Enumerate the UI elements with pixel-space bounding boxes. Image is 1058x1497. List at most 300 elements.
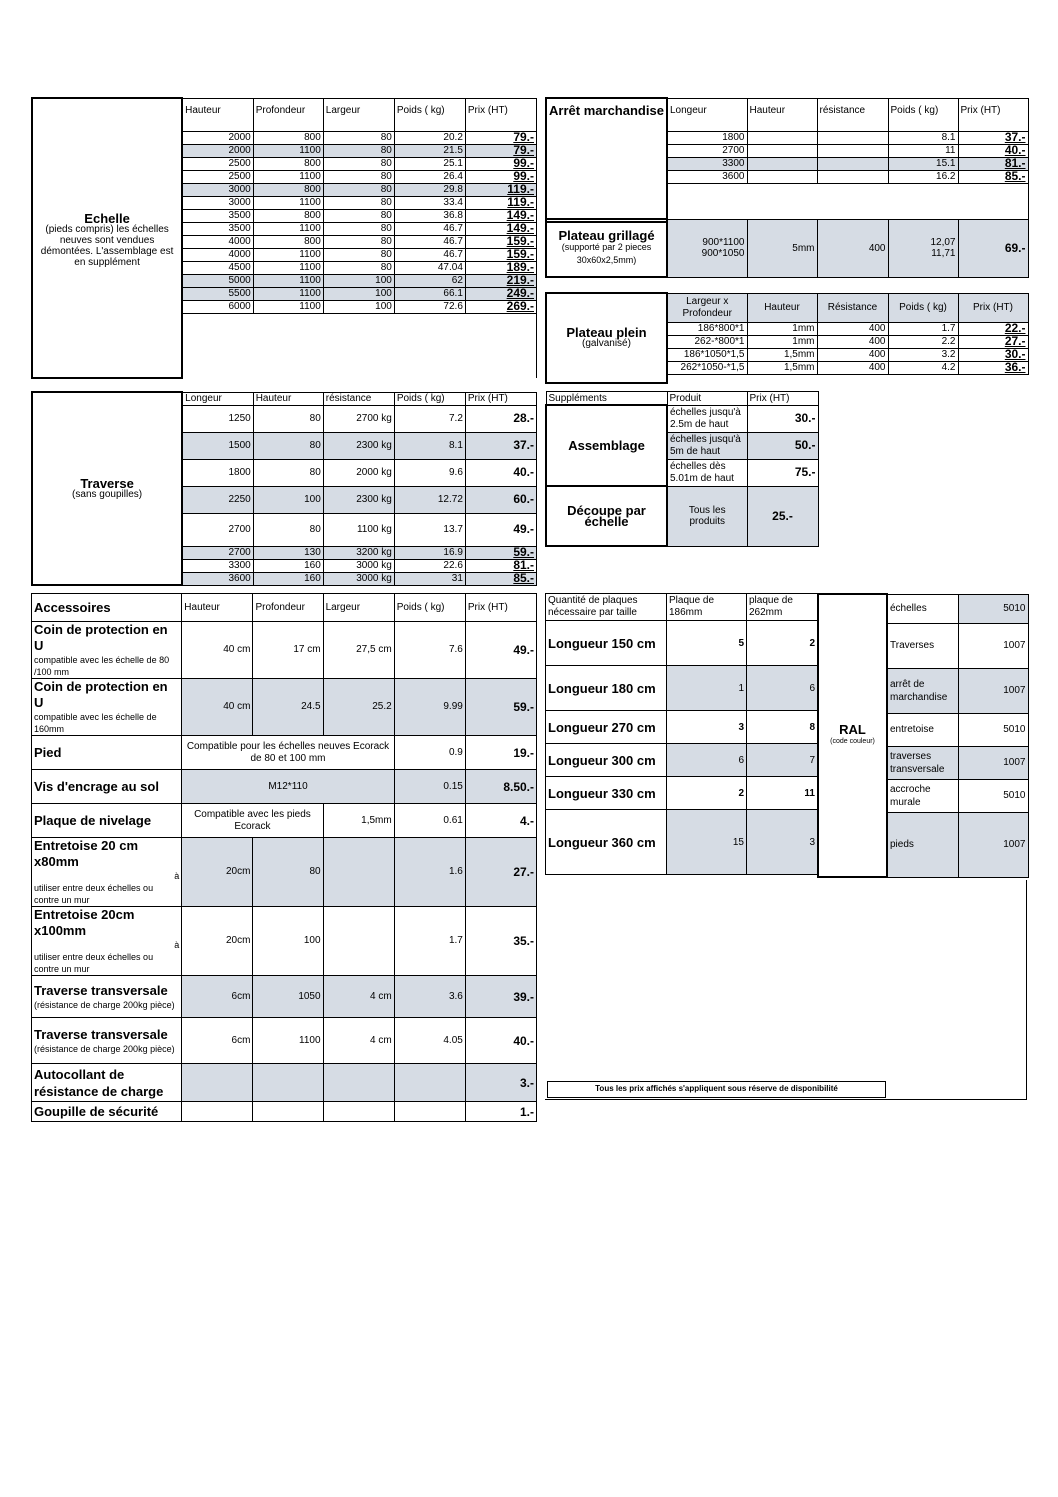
- cell: 1,5mm: [747, 348, 817, 361]
- price-cell: 79.-: [465, 144, 536, 157]
- price-cell: 59.-: [465, 546, 536, 559]
- cell: 3000 kg: [323, 559, 394, 572]
- cell: 17 cm: [253, 622, 323, 679]
- cell: 5010: [958, 779, 1028, 812]
- acc-item: [32, 907, 182, 976]
- price-cell: 37.-: [465, 432, 536, 459]
- cell: échelles dès 5.01m de haut: [667, 459, 747, 486]
- cell: 6000: [182, 300, 253, 313]
- acc-item: [32, 976, 182, 1018]
- cell: échelles jusqu'à 2.5m de haut: [667, 405, 747, 432]
- cell: 1100: [253, 196, 323, 209]
- acc-title: Traverse transversale: [34, 982, 168, 998]
- cell: 3000 kg: [323, 572, 394, 585]
- cell: 1500: [182, 432, 253, 459]
- cell: 1.7: [888, 322, 958, 335]
- acc-title: Entretoise 20 cm x80mm: [34, 838, 139, 869]
- cell: 1100: [253, 287, 323, 300]
- acc-item: [32, 679, 182, 736]
- cell: 25.2: [323, 679, 394, 736]
- decoupe-title: Découpe par échelle: [567, 503, 646, 529]
- ral-label: [818, 594, 887, 877]
- price-cell: 49.-: [465, 513, 536, 546]
- cell: 1007: [958, 746, 1028, 779]
- cell: 72.6: [394, 300, 465, 313]
- cell: 0.61: [394, 804, 465, 838]
- table-row: [546, 744, 818, 777]
- cell: 3000: [182, 196, 253, 209]
- table-row: [32, 736, 537, 770]
- cell: 80: [323, 131, 394, 144]
- cell: 4 cm: [323, 976, 394, 1018]
- supplements-header-prix: Prix (HT): [747, 392, 818, 406]
- cell: 800: [253, 131, 323, 144]
- acc-title: Entretoise 20cm x100mm: [34, 907, 135, 938]
- plateau-plein-header-poids: Poids ( kg): [888, 293, 958, 322]
- cell: 80: [323, 144, 394, 157]
- acc-title: Pied: [32, 736, 182, 770]
- price-cell: 49.-: [465, 622, 536, 679]
- arret-title: Arrêt marchandise: [549, 103, 664, 118]
- cell: 80: [253, 513, 323, 546]
- ral-title: RAL: [839, 722, 866, 737]
- cell: 80: [253, 405, 323, 432]
- cell: 1250: [182, 405, 253, 432]
- cell: 3.2: [888, 348, 958, 361]
- cell: 80: [323, 222, 394, 235]
- arret-header-hauteur: Hauteur: [747, 98, 817, 131]
- acc-sub: compatible avec les échelle de 160mm: [34, 712, 157, 734]
- cell: [747, 157, 817, 170]
- cell: 4000: [182, 235, 253, 248]
- acc-sub: utiliser entre deux échelles ou contre un mur: [34, 952, 154, 974]
- table-row: [546, 405, 818, 432]
- cell: 20cm: [182, 907, 253, 976]
- cell: 80: [323, 183, 394, 196]
- cell: 22.6: [394, 559, 465, 572]
- cell: 5010: [958, 594, 1028, 623]
- acc-title: Coin de protection en U: [34, 622, 168, 653]
- cell: 3500: [182, 209, 253, 222]
- cell: 2000 kg: [323, 459, 394, 486]
- cell: 1mm: [747, 335, 817, 348]
- cell: [817, 157, 888, 170]
- header-row: [32, 392, 537, 405]
- price-cell: 1.-: [465, 1102, 536, 1122]
- cell: 1100: [253, 274, 323, 287]
- price-cell: 36.-: [958, 361, 1028, 374]
- traverse-header-hauteur: Hauteur: [253, 392, 323, 405]
- arret-header-poids: Poids ( kg): [888, 98, 958, 131]
- cell: 1100: [253, 222, 323, 235]
- table-row: [546, 711, 818, 744]
- cell: [394, 1102, 465, 1122]
- plateau-plein-header-resistance: Résistance: [817, 293, 888, 322]
- cell: 100: [323, 287, 394, 300]
- cell: 80: [323, 248, 394, 261]
- cell: 80: [323, 261, 394, 274]
- table-row: [32, 770, 537, 804]
- price-cell: 4.-: [465, 804, 536, 838]
- empty-cell: [667, 183, 1028, 222]
- cell: 100: [323, 274, 394, 287]
- supplements-header-produit: Produit: [667, 392, 747, 406]
- cell: 400: [817, 322, 888, 335]
- cell: 800: [253, 183, 323, 196]
- acc-title: Traverse transversale: [34, 1026, 168, 1042]
- cell: 47.04: [394, 261, 465, 274]
- echelle-header-profondeur: Profondeur: [253, 98, 323, 131]
- cell: 9.6: [394, 459, 465, 486]
- cell: Longueur 270 cm: [546, 711, 667, 744]
- cell: échelles: [887, 594, 958, 623]
- plateau-plein-desc: (galvanisé): [582, 337, 631, 349]
- acc-sub: (résistance de charge 200kg pièce): [34, 1043, 175, 1054]
- cell: 100: [253, 907, 323, 976]
- price-cell: 149.-: [465, 209, 536, 222]
- price-cell: 30.-: [958, 348, 1028, 361]
- cell: 2000: [182, 144, 253, 157]
- cell: 1100: [253, 1018, 323, 1064]
- cell: pieds: [887, 812, 958, 877]
- plateau-plein-header-hauteur: Hauteur: [747, 293, 817, 322]
- cell: traverses transversale: [887, 746, 958, 779]
- cell: 0.9: [394, 736, 465, 770]
- cell: 16.2: [888, 170, 958, 183]
- echelle-header-largeur: Largeur: [323, 98, 394, 131]
- acc-title: Vis d'encrage au sol: [32, 770, 182, 804]
- cell: 2700 kg: [323, 405, 394, 432]
- table-row: [32, 907, 537, 976]
- plateau-grillage-hauteur: 5mm: [747, 219, 817, 277]
- cell: 1100: [253, 144, 323, 157]
- table-row: [32, 1102, 537, 1122]
- cell: 1mm: [747, 322, 817, 335]
- cell: 2: [667, 777, 747, 810]
- cell: 20cm: [182, 838, 253, 907]
- cell: 11: [747, 777, 818, 810]
- cell: 31: [394, 572, 465, 585]
- cell: Longueur 180 cm: [546, 666, 667, 711]
- cell: 186*1050*1,5: [667, 348, 747, 361]
- cell: 6: [667, 744, 747, 777]
- traverse-header-poids: Poids ( kg): [394, 392, 465, 405]
- acc-item: [32, 622, 182, 679]
- acc-sub: utiliser entre deux échelles ou contre un mur: [34, 883, 154, 905]
- accessoires-table: [31, 593, 537, 1122]
- table-row: [32, 1064, 537, 1102]
- cell: 1100 kg: [323, 513, 394, 546]
- price-cell: 159.-: [465, 235, 536, 248]
- cell: [394, 1064, 465, 1102]
- price-cell: 159.-: [465, 248, 536, 261]
- cell: [817, 170, 888, 183]
- cell: [182, 1064, 253, 1102]
- cell: [323, 907, 394, 976]
- price-cell: 19.-: [465, 736, 536, 770]
- cell: 1007: [958, 623, 1028, 668]
- acc-sub: (résistance de charge 200kg pièce): [34, 999, 175, 1010]
- table-row: [546, 810, 818, 875]
- price-cell: 85.-: [465, 572, 536, 585]
- cell: 1100: [253, 248, 323, 261]
- price-cell: 35.-: [465, 907, 536, 976]
- cell: 16.9: [394, 546, 465, 559]
- cell: 2500: [182, 170, 253, 183]
- plateau-grillage-table: [545, 218, 1029, 278]
- acc-sub: à: [174, 871, 180, 881]
- price-cell: 75.-: [747, 459, 818, 486]
- price-cell: 149.-: [465, 222, 536, 235]
- decoupe-prix: 25.-: [747, 486, 818, 546]
- plateau-grillage-poids: 12,07 11,71: [888, 219, 958, 277]
- price-cell: 22.-: [958, 322, 1028, 335]
- cell: 262*1050-*1,5: [667, 361, 747, 374]
- cell: 80: [253, 838, 323, 907]
- table-row: [546, 219, 1028, 277]
- acc-header-hauteur: Hauteur: [182, 594, 253, 622]
- cell: 3600: [667, 170, 747, 183]
- price-cell: 119.-: [465, 183, 536, 196]
- echelle-label-cell: [32, 98, 182, 378]
- cell: 15: [667, 810, 747, 875]
- header-row: [546, 293, 1028, 322]
- cell: 1800: [182, 459, 253, 486]
- cell: 2300 kg: [323, 432, 394, 459]
- cell: arrêt de marchandise: [887, 668, 958, 713]
- cell: 20.2: [394, 131, 465, 144]
- cell: [323, 1064, 394, 1102]
- cell: 262-*800*1: [667, 335, 747, 348]
- echelle-table: [31, 97, 537, 379]
- cell: 100: [323, 300, 394, 313]
- cell: 1: [667, 666, 747, 711]
- cell: [747, 170, 817, 183]
- acc-header-poids: Poids ( kg): [394, 594, 465, 622]
- cell: Compatible pour les échelles neuves Ecorack de 80 et 100 mm: [182, 736, 394, 770]
- cell: 27,5 cm: [323, 622, 394, 679]
- plateau-plein-title: Plateau plein: [566, 324, 647, 340]
- echelle-header-prix: Prix (HT): [465, 98, 536, 131]
- price-cell: 50.-: [747, 432, 818, 459]
- cell: 3300: [182, 559, 253, 572]
- availability-note: Tous les prix affichés s'appliquent sous réserve de disponibilité: [547, 1081, 886, 1098]
- table-row: [32, 1018, 537, 1064]
- acc-header-profondeur: Profondeur: [253, 594, 323, 622]
- cell: [182, 1102, 253, 1122]
- table-row: [546, 621, 818, 666]
- assemblage-label: [546, 405, 667, 486]
- cell: 800: [253, 157, 323, 170]
- cell: 62: [394, 274, 465, 287]
- price-cell: 119.-: [465, 196, 536, 209]
- acc-header-prix: Prix (HT): [465, 594, 536, 622]
- cell: 160: [253, 572, 323, 585]
- echelle-desc: (pieds compris) les échelles neuves sont vendues démontées. L'assemblage est en supplément: [40, 224, 174, 269]
- cell: Traverses: [887, 623, 958, 668]
- table-row: [32, 838, 537, 907]
- plaques-header-186: Plaque de 186mm: [667, 594, 747, 621]
- price-cell: 99.-: [465, 157, 536, 170]
- price-cell: 40.-: [465, 459, 536, 486]
- cell: [253, 1064, 323, 1102]
- cell: 46.7: [394, 235, 465, 248]
- price-cell: 27.-: [465, 838, 536, 907]
- cell: 15.1: [888, 157, 958, 170]
- cell: échelles jusqu'à 5m de haut: [667, 432, 747, 459]
- cell: 2: [747, 621, 818, 666]
- cell: 7: [747, 744, 818, 777]
- plateau-plein-header-dims: Largeur x Profondeur: [667, 293, 747, 322]
- cell: 80: [323, 235, 394, 248]
- arret-header-resistance: résistance: [817, 98, 888, 131]
- cell: 2.2: [888, 335, 958, 348]
- echelle-header-hauteur: Hauteur: [182, 98, 253, 131]
- cell: 46.7: [394, 248, 465, 261]
- cell: 6cm: [182, 1018, 253, 1064]
- acc-sub: à: [174, 940, 180, 950]
- table-row: [818, 594, 1028, 623]
- plateau-plein-table: [545, 292, 1029, 384]
- cell: 5500: [182, 287, 253, 300]
- cell: 400: [817, 348, 888, 361]
- cell: 8: [747, 711, 818, 744]
- cell: 4.2: [888, 361, 958, 374]
- cell: 4 cm: [323, 1018, 394, 1064]
- plateau-plein-header-prix: Prix (HT): [958, 293, 1028, 322]
- price-cell: 30.-: [747, 405, 818, 432]
- cell: 3600: [182, 572, 253, 585]
- cell: 2700: [667, 144, 747, 157]
- acc-title: Coin de protection en U: [34, 679, 168, 710]
- cell: 2300 kg: [323, 486, 394, 513]
- cell: 3200 kg: [323, 546, 394, 559]
- empty-cell: [667, 374, 1028, 383]
- cell: 26.4: [394, 170, 465, 183]
- arret-header-prix: Prix (HT): [958, 98, 1028, 131]
- cell: 2700: [182, 513, 253, 546]
- cell: Longueur 360 cm: [546, 810, 667, 875]
- cell: 1050: [253, 976, 323, 1018]
- acc-item: [32, 838, 182, 907]
- cell: 800: [253, 209, 323, 222]
- cell: [323, 1102, 394, 1122]
- cell: 80: [323, 157, 394, 170]
- price-cell: 39.-: [465, 976, 536, 1018]
- cell: 2700: [182, 546, 253, 559]
- cell: [323, 838, 394, 907]
- plateau-grillage-prix: 69.-: [958, 219, 1028, 277]
- acc-title: Goupille de sécurité: [32, 1102, 182, 1122]
- price-cell: 79.-: [465, 131, 536, 144]
- cell: 5010: [958, 713, 1028, 746]
- cell: 1007: [958, 812, 1028, 877]
- cell: 5000: [182, 274, 253, 287]
- price-cell: 60.-: [465, 486, 536, 513]
- ral-sub: (code couleur): [830, 738, 875, 745]
- arret-header-longeur: Longeur: [667, 98, 747, 131]
- cell: 3500: [182, 222, 253, 235]
- table-row: [546, 666, 818, 711]
- cell: 66.1: [394, 287, 465, 300]
- cell: Longueur 150 cm: [546, 621, 667, 666]
- table-row: [32, 679, 537, 736]
- traverse-label: [32, 392, 182, 585]
- cell: Longueur 300 cm: [546, 744, 667, 777]
- price-cell: 269.-: [465, 300, 536, 313]
- cell: 7.2: [394, 405, 465, 432]
- cell: [817, 144, 888, 157]
- traverse-table: [31, 391, 537, 586]
- cell: 186*800*1: [667, 322, 747, 335]
- header-row: [546, 392, 818, 406]
- plateau-plein-label: [546, 293, 667, 383]
- cell: 3.6: [394, 976, 465, 1018]
- price-cell: 59.-: [465, 679, 536, 736]
- empty-frame: [545, 880, 1027, 1100]
- cell: 1.6: [394, 838, 465, 907]
- cell: 33.4: [394, 196, 465, 209]
- table-row: [546, 777, 818, 810]
- cell: 1,5mm: [747, 361, 817, 374]
- cell: 800: [253, 235, 323, 248]
- price-cell: 81.-: [958, 157, 1028, 170]
- cell: [253, 1102, 323, 1122]
- price-cell: 189.-: [465, 261, 536, 274]
- cell: 7.6: [394, 622, 465, 679]
- arret-table: [545, 97, 1029, 223]
- cell: 4500: [182, 261, 253, 274]
- price-cell: 8.50.-: [465, 770, 536, 804]
- cell: 80: [323, 196, 394, 209]
- price-cell: 3.-: [465, 1064, 536, 1102]
- table-row: [32, 622, 537, 679]
- supplements-table: [545, 391, 819, 547]
- assemblage-title: Assemblage: [568, 438, 645, 453]
- cell: 1100: [253, 300, 323, 313]
- cell: 21.5: [394, 144, 465, 157]
- header-row: [32, 594, 537, 622]
- traverse-desc: (sans goupilles): [72, 488, 143, 500]
- cell: 3000: [182, 183, 253, 196]
- price-cell: 27.-: [958, 335, 1028, 348]
- plaques-header: Quantité de plaques nécessaire par taille: [546, 594, 667, 621]
- cell: 130: [253, 546, 323, 559]
- cell: 8.1: [394, 432, 465, 459]
- cell: 160: [253, 559, 323, 572]
- cell: 80: [323, 209, 394, 222]
- price-cell: 99.-: [465, 170, 536, 183]
- cell: 2250: [182, 486, 253, 513]
- accessoires-header: Accessoires: [32, 594, 182, 622]
- price-cell: 28.-: [465, 405, 536, 432]
- cell: 13.7: [394, 513, 465, 546]
- plateau-grillage-resistance: 400: [817, 219, 888, 277]
- cell: 80: [253, 459, 323, 486]
- cell: accroche murale: [887, 779, 958, 812]
- plateau-grillage-desc: (supporté par 2 pieces 30x60x2,5mm): [561, 241, 652, 265]
- cell: Compatible avec les pieds Ecorack: [182, 804, 323, 838]
- price-cell: 37.-: [958, 131, 1028, 144]
- decoupe-produit: Tous les produits: [667, 486, 747, 546]
- cell: 4.05: [394, 1018, 465, 1064]
- cell: 46.7: [394, 222, 465, 235]
- plaques-header-262: plaque de 262mm: [747, 594, 818, 621]
- cell: 6: [747, 666, 818, 711]
- acc-sub: compatible avec les échelle de 80 /100 mm: [34, 655, 170, 677]
- price-cell: 219.-: [465, 274, 536, 287]
- cell: 29.8: [394, 183, 465, 196]
